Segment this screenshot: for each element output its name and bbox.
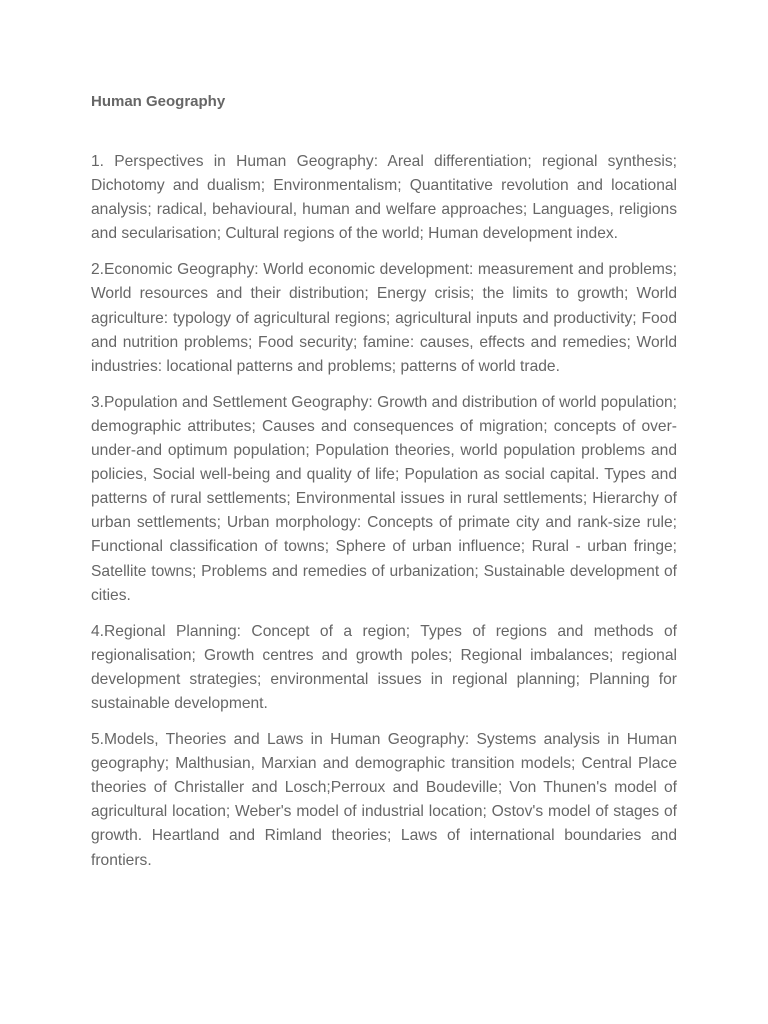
paragraph-economic-geography: 2.Economic Geography: World economic development: measurement and problems; World resources and their distribution; Energy crisis; the limits to growth; World agriculture: typology of agricultural regions; agricultural inputs and productivity; Food and nutrition problems; Food security; famine: causes, effects and remedies; World industries: locational patterns and problems; patterns of world trade. bbox=[91, 261, 677, 375]
paragraph-population-settlement: 3.Population and Settlement Geography: Growth and distribution of world population; demographic attributes; Causes and consequences of migration; concepts of over-under-and optimum population; Population theories, world population problems and policies, Social well-being and quality of life; Population as social capital. Types and patterns of rural settlements; Environmental issues in rural settlements; Hierarchy of urban settlements; Urban morphology: Concepts of primate city and rank-size rule; Functional classification of towns; Sphere of urban influence; Rural - urban fringe; Satellite towns; Problems and remedies of urbanization; Sustainable development of cities. bbox=[91, 393, 677, 604]
paragraph-perspectives: 1. Perspectives in Human Geography: Areal differentiation; regional synthesis; Dichotomy and dualism; Environmentalism; Quantitative revolution and locational analysis; radical, behavioural, human and welfare approaches; Languages, religions and secularisation; Cultural regions of the world; Human development index. bbox=[91, 153, 677, 243]
document-page bbox=[91, 90, 677, 885]
document-title: Human Geography bbox=[91, 93, 226, 110]
paragraph-models-theories: 5.Models, Theories and Laws in Human Geography: Systems analysis in Human geography; Malthusian, Marxian and demographic transition models; Central Place theories of Christaller and Losch;Perroux and Boudeville; Von Thunen's model of agricultural location; Weber's model of industrial location; Ostov's model of stages of growth. Heartland and Rimland theories; Laws of international boundaries and frontiers. bbox=[91, 731, 677, 869]
paragraph-regional-planning: 4.Regional Planning: Concept of a region; Types of regions and methods of regionalisation; Growth centres and growth poles; Regional imbalances; regional development strategies; environmental issues in regional planning; Planning for sustainable development. bbox=[91, 622, 677, 712]
